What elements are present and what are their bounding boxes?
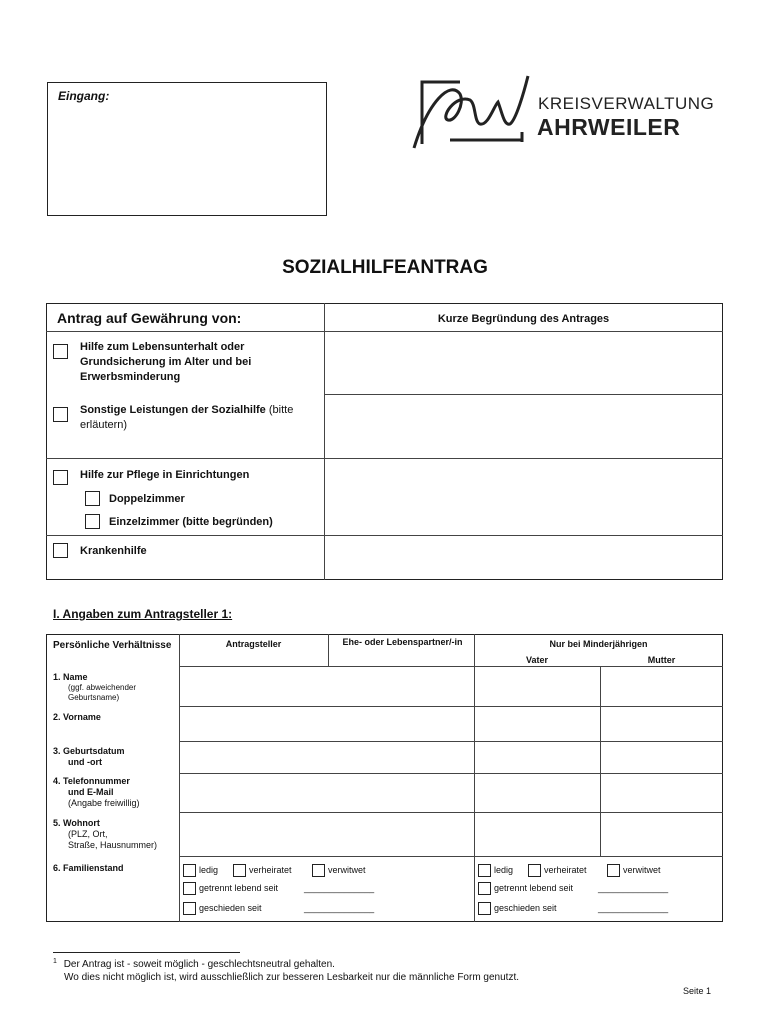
geschieden-date-field-eltern[interactable]: ______________: [598, 903, 669, 913]
eingang-label: Eingang:: [58, 89, 110, 103]
col-antragsteller: Antragsteller: [225, 639, 282, 649]
col-persoenlich: Persönliche Verhältnisse: [53, 640, 172, 651]
hilfe-lebensunterhalt-checkbox[interactable]: [53, 344, 68, 359]
col-minder: Nur bei Minderjährigen: [549, 639, 648, 649]
einzelzimmer-checkbox[interactable]: [85, 514, 100, 529]
option2-label: Sonstige Leistungen der Sozialhilfe (bitte erläutern): [80, 404, 294, 431]
geschieden-checkbox-antragsteller[interactable]: [183, 902, 196, 915]
ledig-label-antragsteller: ledig: [199, 865, 219, 875]
logo-line1: KREISVERWALTUNG: [538, 94, 715, 113]
row-telefon-label2: und E-Mail: [68, 787, 114, 797]
verheiratet-label-antragsteller: verheiratet: [249, 865, 292, 875]
option1-label: Hilfe zum Lebensunterhalt oder Grundsicherung im Alter und bei Erwerbsminderung: [80, 341, 252, 383]
antrag-header-right: Kurze Begründung des Antrages: [437, 313, 610, 325]
hilfe-pflege-checkbox[interactable]: [53, 470, 68, 485]
getrennt-date-field-eltern[interactable]: ______________: [598, 883, 669, 893]
geschieden-label-antragsteller: geschieden seit: [199, 903, 262, 913]
option3-label: Hilfe zur Pflege in Einrichtungen: [80, 469, 250, 481]
getrennt-label-eltern: getrennt lebend seit: [494, 883, 574, 893]
row-wohnort-sub2: Straße, Hausnummer): [68, 840, 158, 850]
logo: [410, 72, 715, 154]
verheiratet-label-eltern: verheiratet: [544, 865, 587, 875]
col-vater: Vater: [525, 655, 549, 665]
page-number: Seite 1: [683, 986, 712, 996]
row-geburtsdatum-label2: und -ort: [68, 757, 102, 767]
geschieden-checkbox-eltern[interactable]: [478, 902, 491, 915]
getrennt-date-field-antragsteller[interactable]: ______________: [304, 883, 375, 893]
footnote-line2: Wo dies nicht möglich ist, wird ausschließlich zur besseren Lesbarkeit nur die männliche Form genutzt.: [64, 972, 520, 983]
logo-line2: AHRWEILER: [537, 114, 681, 140]
verwitwet-label-eltern: verwitwet: [623, 865, 661, 875]
geschieden-date-field-antragsteller[interactable]: ______________: [304, 903, 375, 913]
krankenhilfe-checkbox[interactable]: [53, 543, 68, 558]
antrag-header-left: Antrag auf Gewährung von:: [57, 310, 242, 326]
col-mutter: Mutter: [647, 655, 676, 665]
row-name-label: 1. Name: [53, 672, 88, 682]
getrennt-checkbox-eltern[interactable]: [478, 882, 491, 895]
krankenhilfe-label: Krankenhilfe: [80, 545, 147, 557]
verheiratet-checkbox-antragsteller[interactable]: [233, 864, 246, 877]
section1-heading: I. Angaben zum Antragsteller 1:: [53, 607, 233, 621]
logo-mark-icon: [410, 72, 540, 154]
row-wohnort-label: 5. Wohnort: [53, 818, 100, 828]
getrennt-checkbox-antragsteller[interactable]: [183, 882, 196, 895]
doppelzimmer-label: Doppelzimmer: [109, 493, 185, 505]
sonstige-leistungen-checkbox[interactable]: [53, 407, 68, 422]
einzelzimmer-label: Einzelzimmer (bitte begründen): [109, 516, 273, 528]
row-name-sub: (ggf. abweichender Geburtsname): [68, 683, 137, 702]
row-telefon-label: 4. Telefonnummer: [53, 776, 130, 786]
footnote: $^1$ Der Antrag ist - soweit möglich - geschlechtsneutral gehalten.: [53, 958, 335, 971]
verheiratet-checkbox-eltern[interactable]: [528, 864, 541, 877]
getrennt-label-antragsteller: getrennt lebend seit: [199, 883, 279, 893]
row-telefon-sub: (Angabe freiwillig): [68, 798, 140, 808]
antragsteller-name-input[interactable]: [180, 667, 474, 706]
row-familienstand-label: 6. Familienstand: [53, 863, 124, 873]
row-geburtsdatum-label: 3. Geburtsdatum: [53, 746, 125, 756]
footnote-divider: [53, 952, 240, 953]
ledig-checkbox-eltern[interactable]: [478, 864, 491, 877]
row-vorname-label: 2. Vorname: [53, 712, 101, 722]
page-title: SOZIALHILFEANTRAG: [282, 257, 488, 278]
eingang-box: [47, 82, 327, 216]
verwitwet-label-antragsteller: verwitwet: [328, 865, 366, 875]
verwitwet-checkbox-eltern[interactable]: [607, 864, 620, 877]
ledig-label-eltern: ledig: [494, 865, 514, 875]
ledig-checkbox-antragsteller[interactable]: [183, 864, 196, 877]
row-wohnort-sub1: (PLZ, Ort,: [68, 829, 108, 839]
col-ehe: Ehe- oder Lebenspartner/-in: [342, 637, 463, 647]
geschieden-label-eltern: geschieden seit: [494, 903, 557, 913]
mutter-name-input[interactable]: [601, 667, 723, 706]
verwitwet-checkbox-antragsteller[interactable]: [312, 864, 325, 877]
vater-name-input[interactable]: [475, 667, 600, 706]
doppelzimmer-checkbox[interactable]: [85, 491, 100, 506]
